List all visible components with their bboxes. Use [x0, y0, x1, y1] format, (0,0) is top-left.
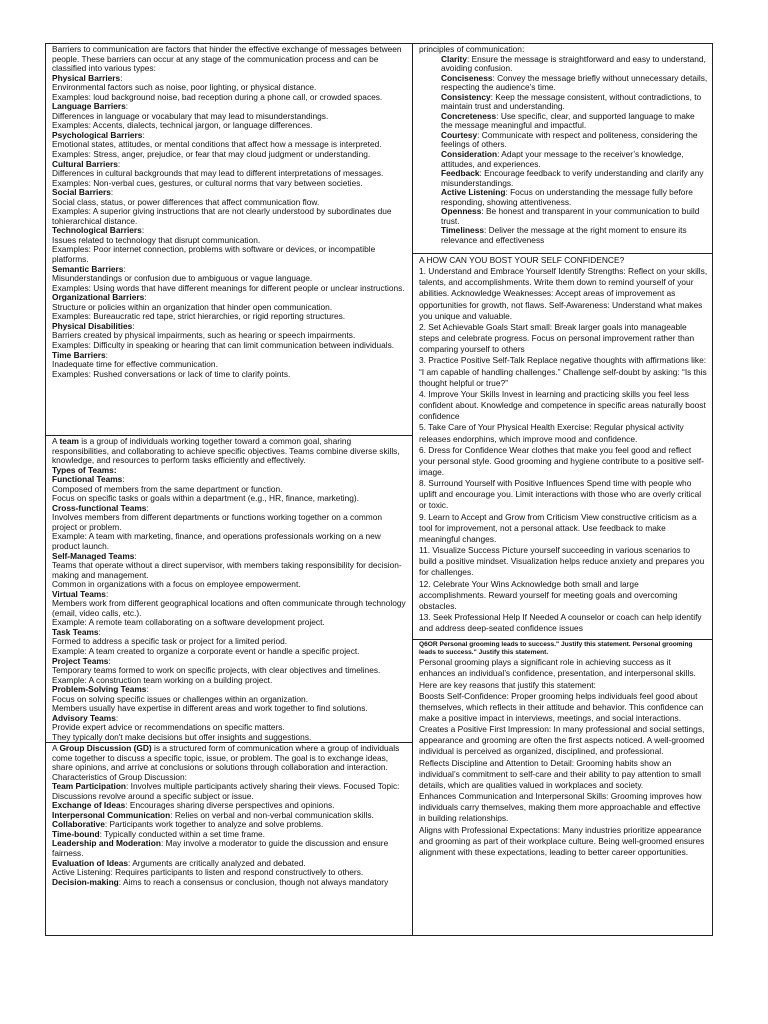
gd-list [52, 782, 408, 887]
barrier-heading: Time Barriers: [52, 349, 108, 360]
principle-title: Active Listening [441, 187, 506, 198]
team-type-line: Composed of members from the same department or function. [52, 483, 283, 494]
confidence-item: 6. Dress for Confidence Wear clothes that make you feel good and reflect your personal style. Good grooming and hygiene contribute to a positive self-image. [419, 444, 704, 477]
confidence-section [413, 253, 712, 639]
barrier-line: Examples: Stress, anger, prejudice, or fear that may cloud judgment or understanding. [52, 149, 371, 160]
gd-item-title: Decision-making [52, 876, 119, 887]
barrier-line: Examples: Non-verbal cues, gestures, or cultural norms that vary between societies. [52, 177, 363, 188]
grooming-paragraph: Creates a Positive First Impression: In many professional and social settings, appearance and grooming are often the first aspects noticed. A well-groomed individual is perceived as organized, disciplined, and professional. [419, 724, 705, 757]
team-type-heading: Advisory Teams: [52, 712, 119, 723]
team-type-line: Temporary teams formed to work on specific projects, with clear objectives and timelines. [52, 665, 381, 676]
grooming-paragraph: Personal grooming plays a significant role in achieving success as it enhances an individual’s confidence, presentation, and interpersonal skills. Here are key reasons that justify this statement: [419, 657, 696, 690]
grooming-list [419, 657, 708, 858]
principle-text: : Adapt your message to the receiver’s knowledge, attitudes, and experiences. [441, 149, 684, 169]
barrier-line: Issues related to technology that disrupt communication. [52, 234, 261, 245]
confidence-item: 5. Take Care of Your Physical Health Exercise: Regular physical activity releases endorphins, which improve mood and confidence. [419, 422, 684, 444]
gd-item-text: Active Listening: Requires participants to listen and respond constructively to others. [52, 867, 364, 878]
team-type-line: Example: A remote team collaborating on a software development project. [52, 617, 325, 628]
barrier-title: Semantic Barriers [52, 263, 124, 274]
barrier-line: Examples: Poor internet connection, problems with software or devices, or incompatible platforms. [52, 244, 376, 265]
barrier-title: Physical Barriers [52, 72, 121, 83]
document-sheet [45, 43, 713, 936]
principle-text: : Use specific, clear, and supported language to make the message meaningful and impactful. [441, 110, 695, 131]
principle-item [441, 112, 708, 131]
gd-item-text: : Aims to reach a consensus or conclusion, though not always mandatory [118, 876, 389, 887]
gd-item-title: Leadership and Moderation [52, 838, 161, 849]
grooming-paragraph: Aligns with Professional Expectations: Many industries prioritize appearance and grooming as part of their workplace culture. Being well-groomed ensures alignment with these expectations, leading to better career opportunities. [419, 824, 705, 857]
confidence-item: 8. Surround Yourself with Positive Influences Spend time with people who uplift and encourage you. Limit interactions with those who are overly critical or toxic. [419, 478, 702, 511]
team-type-line: They typically don't make decisions but offer insights and suggestions. [52, 731, 312, 742]
gd-item-text: : Typically conducted within a set time frame. [99, 828, 265, 839]
team-type-heading: Problem-Solving Teams: [52, 684, 149, 695]
team-type-heading: Functional Teams: [52, 474, 125, 485]
gd-item-text: : May involve a moderator to guide the discussion and ensure fairness. [52, 838, 389, 859]
team-type-title: Self-Managed Teams [52, 550, 135, 561]
team-type-line: Common in organizations with a focus on employee empowerment. [52, 579, 301, 590]
barrier-line: Misunderstandings or confusion due to ambiguous or vague language. [52, 273, 313, 284]
team-type-title: Functional Teams [52, 474, 123, 485]
teams-section [46, 435, 412, 742]
gd-item-text: : Participants work together to analyze and solve problems. [104, 819, 324, 830]
barrier-heading: Cultural Barriers: [52, 158, 121, 169]
barrier-line: Differences in language or vocabulary that may lead to misunderstandings. [52, 110, 329, 121]
gd-item-text: : Involves multiple participants actively sharing their views. Focused Topic: Discussions revolve around a specific subject or issue. [52, 781, 400, 801]
team-type-line: Formed to address a specific task or project for a limited period. [52, 636, 288, 647]
right-column [413, 44, 712, 935]
confidence-title: A HOW CAN YOU BOST YOUR SELF CONFIDENCE? [419, 255, 625, 265]
barrier-line: Examples: loud background noise, bad reception during a phone call, or crowded spaces. [52, 91, 383, 102]
teams-intro-pre: A [52, 436, 60, 446]
barrier-heading: Physical Barriers: [52, 72, 123, 83]
gd-section [46, 742, 412, 935]
gd-item-title: Collaborative [52, 819, 105, 830]
confidence-item: 1. Understand and Embrace Yourself Identify Strengths: Reflect on your skills, talents, and accomplishments. Write them down to remind yourself of your abilities. Acknowledge Weaknesses: Accept areas of improvement as opportunities for growth, not flaws. Self-Awareness: Understand what makes you unique and valuable. [419, 266, 708, 321]
principle-item [441, 188, 708, 207]
barrier-line: Examples: Accents, dialects, technical jargon, or language differences. [52, 120, 313, 131]
team-type-line: Provide expert advice or recommendations on specific matters. [52, 722, 285, 733]
confidence-list [419, 266, 708, 634]
confidence-item: 11. Visualize Success Picture yourself succeeding in various scenarios to build a positive mindset. Visualization helps reduce anxiety and prepares you for challenges. [419, 545, 705, 578]
team-type-heading: Virtual Teams: [52, 588, 109, 599]
barrier-heading: Organizational Barriers: [52, 292, 147, 303]
gd-item-title: Interpersonal Communication [52, 809, 171, 820]
principle-title: Consideration [441, 149, 498, 160]
team-type-line: Involves members from different departments or functions working together on a common project or problem. [52, 512, 383, 532]
barrier-line: Emotional states, attitudes, or mental conditions that affect how a message is interpreted. [52, 139, 382, 150]
barrier-title: Cultural Barriers [52, 158, 118, 169]
team-type-title: Project Teams [52, 655, 109, 666]
left-column [46, 44, 413, 935]
principle-text: : Focus on understanding the message fully before responding, showing attentiveness. [441, 187, 693, 207]
grooming-paragraph: Enhances Communication and Interpersonal Skills: Grooming improves how individuals carry themselves, making them more approachable and effective in building relationships. [419, 791, 702, 824]
principle-title: Timeliness [441, 225, 484, 236]
gd-item-text: : Relies on verbal and non-verbal communication skills. [170, 809, 374, 820]
principle-text: : Communicate with respect and politeness, considering the feelings of others. [441, 129, 698, 150]
grooming-paragraph: Reflects Discipline and Attention to Detail: Grooming habits show an individual’s commitment to self-care and their ability to pay attention to small details, which are qualities valued in workplaces and society. [419, 757, 701, 790]
principle-text: : Convey the message briefly without unnecessary details, respecting the audience’s time. [441, 72, 708, 93]
grooming-section [413, 639, 712, 935]
barrier-line: Examples: Bureaucratic red tape, strict hierarchies, or rigid reporting structures. [52, 311, 346, 322]
principle-item [441, 150, 708, 169]
confidence-item: 13. Seek Professional Help If Needed A counselor or coach can help identify and address deep-seated confidence issues [419, 612, 702, 634]
team-type-title: Problem-Solving Teams [52, 684, 147, 695]
team-type-line: Focus on specific tasks or goals within a department (e.g., HR, finance, marketing). [52, 493, 359, 504]
gd-item-title: Time-bound [52, 828, 100, 839]
teams-intro-term: team [59, 436, 79, 446]
team-type-title: Cross-functional Teams [52, 502, 147, 513]
grooming-paragraph: Boosts Self-Confidence: Proper grooming helps individuals feel good about themselves, which reflects in their attitude and behavior. This confidence can make a positive impact in interviews, meetings, and social interactions. [419, 690, 704, 723]
gd-item [52, 839, 408, 858]
principles-section [413, 44, 712, 253]
team-type-heading: Task Teams: [52, 626, 101, 637]
gd-characteristics: Characteristics of Group Discussion: [52, 771, 187, 782]
gd-item-text: : Arguments are critically analyzed and debated. [128, 857, 306, 868]
barriers-intro: Barriers to communication are factors that hinder the effective exchange of messages between people. These barriers can occur at any stage of the communication process and can be classified into various types: [52, 44, 402, 74]
teams-intro [52, 437, 408, 466]
barrier-title: Organizational Barriers [52, 292, 145, 303]
barrier-line: Environmental factors such as noise, poor lighting, or physical distance. [52, 82, 317, 93]
team-type-title: Task Teams [52, 626, 99, 637]
barrier-heading: Technological Barriers: [52, 225, 145, 236]
team-type-line: Members usually have expertise in different areas and work together to find solutions. [52, 703, 368, 714]
teams-types-title: Types of Teams: [52, 464, 117, 475]
gd-item-title: Team Participation [52, 781, 127, 792]
gd-item-text: : Encourages sharing diverse perspectives and opinions. [125, 800, 335, 811]
gd-intro-pre: A [52, 743, 60, 753]
principle-title: Feedback [441, 168, 480, 179]
barrier-line: Examples: A superior giving instructions that are not clearly understood by subordinates due tohierarchical distance. [52, 206, 392, 226]
barrier-title: Psychological Barriers [52, 129, 143, 140]
gd-intro [52, 744, 408, 773]
barrier-heading: Semantic Barriers: [52, 263, 126, 274]
principles-intro: principles of communication: [419, 44, 525, 54]
team-type-line: Example: A construction team working on a building project. [52, 674, 273, 685]
team-type-heading: Self-Managed Teams: [52, 550, 137, 561]
confidence-item: 2. Set Achievable Goals Start small: Break larger goals into manageable steps and celebrate progress. Focus on personal improvement rather than comparing yourself to others [419, 321, 695, 355]
confidence-item: 4. Improve Your Skills Invest in learning and practicing skills you feel less confident about. Knowledge and competence in specific areas naturally boost confidence [419, 388, 706, 422]
principle-item [441, 74, 708, 93]
confidence-item: 9. Learn to Accept and Grow from Criticism View constructive criticism as a tool for improvement, not a personal attack. Use feedback to make meaningful changes. [419, 511, 697, 544]
principle-title: Concreteness [441, 110, 497, 121]
principle-item [441, 93, 708, 112]
principle-text: : Be honest and transparent in your communication to build trust. [441, 206, 700, 226]
principle-title: Courtesy [441, 129, 478, 140]
team-type-line: Focus on solving specific issues or challenges within an organization. [52, 693, 309, 704]
principle-item [441, 207, 708, 226]
barrier-heading: Social Barriers: [52, 187, 114, 198]
principle-title: Consistency [441, 91, 491, 102]
confidence-item: 3. Practice Positive Self-Talk Replace negative thoughts with affirmations like: “I am capable of handling challenges.” Challenge self-doubt by asking: “Is this thought helpful or true?” [419, 355, 707, 388]
barrier-title: Social Barriers [52, 187, 111, 198]
team-type-line: Teams that operate without a direct supervisor, with members taking responsibility for decision-making and management. [52, 560, 402, 580]
teams-list [52, 475, 408, 742]
grooming-question: Q6OR Personal grooming leads to success." Justify this statement. Personal grooming leads to success." Justify this statement. [419, 641, 693, 657]
barrier-line: Structure or policies within an organization that hinder open communication. [52, 301, 333, 312]
principle-text: : Ensure the message is straightforward and easy to understand, avoiding confusion. [441, 53, 706, 74]
barrier-title: Technological Barriers [52, 225, 142, 236]
barrier-line: Barriers created by physical impairments, such as hearing or speech impairments. [52, 330, 356, 341]
team-type-line: Example: A team with marketing, finance, and operations professionals working on a new product launch. [52, 531, 381, 552]
gd-intro-term: Group Discussion (GD) [59, 743, 152, 753]
gd-item-title: Exchange of Ideas [52, 800, 126, 811]
teams-intro-text: is a group of individuals working together toward a common goal, sharing responsibilities, and collaborating to achieve specific objectives. Teams combine diverse skills, knowledge, and resources to perform tasks efficiently and effectively. [52, 436, 400, 466]
gd-item-title: Evaluation of Ideas [52, 857, 129, 868]
gd-intro-text: is a structured form of communication where a group of individuals come together to discuss a specific topic, issue, or problem. The goal is to exchange ideas, share opinions, and arrive at conclusions or solutions through collaboration and interaction. [52, 743, 400, 773]
principle-item [441, 169, 708, 188]
principle-item [441, 226, 708, 245]
principle-item [441, 55, 708, 74]
team-type-title: Advisory Teams [52, 712, 116, 723]
barrier-line: Examples: Rushed conversations or lack of time to clarify points. [52, 368, 291, 379]
principle-text: : Deliver the message at the right moment to ensure its relevance and effectiveness [441, 225, 687, 245]
barrier-line: Examples: Difficulty in speaking or hearing that can limit communication between individuals. [52, 339, 395, 350]
principle-title: Conciseness [441, 72, 493, 83]
principle-text: : Keep the message consistent, without contradictions, to maintain trust and understanding. [441, 91, 702, 112]
principles-list [419, 55, 708, 246]
confidence-item: 12. Celebrate Your Wins Acknowledge both small and large accomplishments. Reward yourself for meeting goals and overcoming obstacles. [419, 578, 678, 611]
barrier-heading: Psychological Barriers: [52, 129, 145, 140]
barrier-line: Inadequate time for effective communication. [52, 359, 218, 370]
barrier-line: Differences in cultural backgrounds that may lead to different interpretations of messages. [52, 168, 384, 179]
principle-item [441, 131, 708, 150]
gd-item [52, 782, 408, 801]
barriers-list [52, 74, 408, 380]
barrier-line: Examples: Using words that have different meanings for different people or unclear instructions. [52, 282, 405, 293]
principle-title: Openness [441, 206, 482, 217]
barrier-title: Time Barriers [52, 349, 106, 360]
team-type-heading: Project Teams: [52, 655, 111, 666]
team-type-line: Members work from different geographical locations and often communicate through technology (email, video calls, etc.). [52, 598, 406, 618]
barrier-line: Social class, status, or power differences that affect communication flow. [52, 196, 320, 207]
barrier-title: Physical Disabilities [52, 320, 133, 331]
gd-item [52, 878, 408, 888]
principle-text: : Encourage feedback to verify understanding and clarify any misunderstandings. [441, 168, 704, 188]
team-type-heading: Cross-functional Teams: [52, 502, 149, 513]
team-type-line: Example: A team created to organize a corporate event or handle a specific project. [52, 646, 360, 657]
barrier-heading: Language Barriers: [52, 101, 129, 112]
principle-title: Clarity [441, 53, 467, 64]
barrier-heading: Physical Disabilities: [52, 320, 135, 331]
team-type-title: Virtual Teams [52, 588, 106, 599]
barrier-title: Language Barriers [52, 101, 126, 112]
barriers-section [46, 44, 412, 435]
